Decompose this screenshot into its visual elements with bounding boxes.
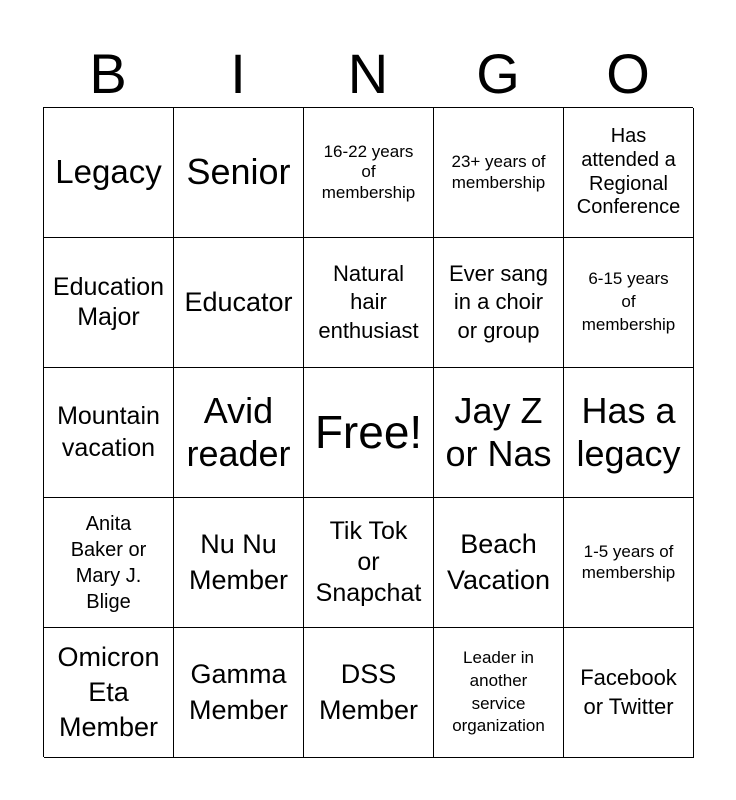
cell-text: 1-5 years of membership	[581, 542, 676, 582]
header-letter-b: B	[89, 42, 127, 105]
cell-text: Facebook or Twitter	[580, 664, 677, 719]
cell-text: 6-15 years of membership	[581, 269, 676, 334]
cell-text: Natural hair enthusiast	[318, 260, 419, 343]
free-space-label: Free!	[314, 406, 423, 459]
header-letter-n: N	[347, 42, 389, 105]
cell-text: Senior	[186, 151, 291, 193]
bingo-cell-r4-c3[interactable]	[304, 498, 434, 628]
header-letter-g: G	[476, 42, 520, 105]
cell-text: Jay Z or Nas	[445, 390, 552, 474]
bingo-cell-r5-c4[interactable]	[434, 628, 564, 758]
cell-text: 16-22 years of membership	[321, 142, 416, 202]
cell-text: Anita Baker or Mary J. Blige	[70, 512, 147, 613]
bingo-cell-r2-c1[interactable]	[44, 238, 174, 368]
cell-text: Omicron Eta Member	[57, 641, 160, 743]
cell-text: Beach Vacation	[446, 529, 551, 595]
free-space[interactable]	[304, 368, 434, 498]
bingo-cell-r3-c2[interactable]	[174, 368, 304, 498]
cell-text: Nu Nu Member	[188, 529, 289, 595]
bingo-cell-r5-c5[interactable]	[564, 628, 694, 758]
cell-text: Has a legacy	[576, 390, 681, 474]
bingo-cell-r1-c5[interactable]	[564, 108, 694, 238]
bingo-cell-r5-c2[interactable]	[174, 628, 304, 758]
cell-text: Gamma Member	[188, 659, 289, 725]
bingo-header	[43, 40, 693, 108]
bingo-cell-r3-c4[interactable]	[434, 368, 564, 498]
bingo-cell-r5-c3[interactable]	[304, 628, 434, 758]
bingo-cell-r2-c2[interactable]	[174, 238, 304, 368]
cell-text: Has attended a Regional Conference	[576, 125, 681, 219]
bingo-cell-r3-c1[interactable]	[44, 368, 174, 498]
cell-text: Avid reader	[186, 390, 291, 474]
bingo-board	[43, 107, 693, 757]
cell-text: Ever sang in a choir or group	[448, 260, 549, 343]
bingo-cell-r4-c2[interactable]	[174, 498, 304, 628]
header-letter-o: O	[606, 42, 650, 105]
bingo-cell-r1-c4[interactable]	[434, 108, 564, 238]
bingo-cell-r5-c1[interactable]	[44, 628, 174, 758]
bingo-cell-r4-c4[interactable]	[434, 498, 564, 628]
bingo-cell-r1-c1[interactable]	[44, 108, 174, 238]
bingo-cell-r4-c1[interactable]	[44, 498, 174, 628]
cell-text: Tik Tok or Snapchat	[315, 516, 422, 608]
cell-text: Educator	[184, 286, 293, 317]
cell-text: Mountain vacation	[57, 402, 160, 462]
bingo-cell-r2-c5[interactable]	[564, 238, 694, 368]
cell-text: Education Major	[52, 273, 165, 331]
cell-text: DSS Member	[318, 659, 419, 725]
bingo-cell-r1-c2[interactable]	[174, 108, 304, 238]
bingo-cell-r4-c5[interactable]	[564, 498, 694, 628]
cell-text: 23+ years of membership	[451, 152, 546, 192]
bingo-cell-r1-c3[interactable]	[304, 108, 434, 238]
bingo-cell-r2-c4[interactable]	[434, 238, 564, 368]
cell-text: Legacy	[55, 153, 162, 191]
bingo-cell-r2-c3[interactable]	[304, 238, 434, 368]
cell-text: Leader in another service organization	[452, 647, 545, 736]
header-letter-i: I	[230, 42, 246, 105]
bingo-cell-r3-c5[interactable]	[564, 368, 694, 498]
